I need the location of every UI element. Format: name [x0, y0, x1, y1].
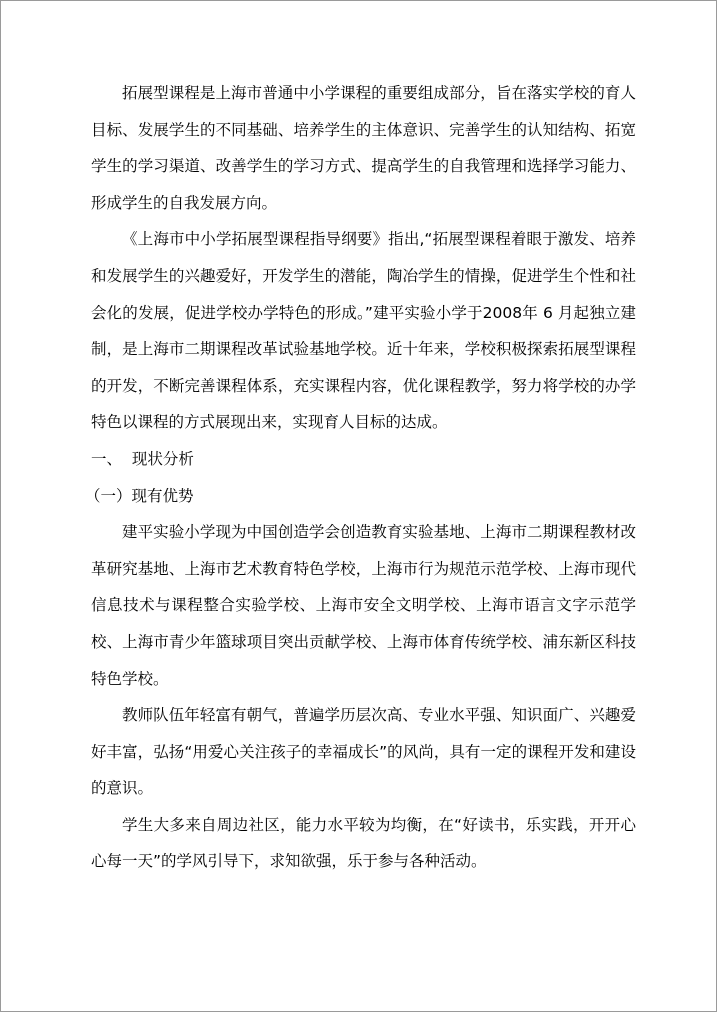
subsection-heading-advantages: （一）现有优势 [85, 486, 194, 505]
paragraph-school-honors: 建平实验小学现为中国创造学会创造教育实验基地、上海市二期课程教材改革研究基地、上海市艺术教育特色学校，上海市行为规范示范学校、上海市现代信息技术与课程整合实验学校、上海市安全文明学校、上海市语言文字示范学校、上海市青少年篮球项目突出贡献学校、上海市体育传统学校、浦东新区科技特色学校。 [91, 523, 636, 688]
paragraph-guideline: 《上海市中小学拓展型课程指导纲要》指出,“拓展型课程着眼于激发、培养和发展学生的兴趣爱好，开发学生的潜能，陶冶学生的情操，促进学生个性和社会化的发展，促进学校办学特色的形成。”建平实验小学于2008年 6 月起独立建制，是上海市二期课程改革试验基地学校。近十年来，学校积极探索拓展型课程的开发，不断完善课程体系，充实课程内容，优化课程教学，努力将学校的办学特色以课程的方式展现出来，实现育人目标的达成。 [91, 230, 636, 432]
paragraph-students: 学生大多来自周边社区，能力水平较为均衡，在“好读书，乐实践，开开心心每一天”的学风引导下，求知欲强，乐于参与各种活动。 [91, 815, 636, 871]
paragraph-teachers: 教师队伍年轻富有朝气，普遍学历层次高、专业水平强、知识面广、兴趣爱好丰富，弘扬“用爱心关注孩子的幸福成长”的风尚，具有一定的课程开发和建设的意识。 [91, 706, 636, 798]
paragraph-intro: 拓展型课程是上海市普通中小学课程的重要组成部分，旨在落实学校的育人目标、发展学生的不同基础、培养学生的主体意识、完善学生的认知结构、拓宽学生的学习渠道、改善学生的学习方式、提高学生的自我管理和选择学习能力、形成学生的自我发展方向。 [91, 84, 636, 212]
document-body [85, 75, 636, 880]
section-heading-status-analysis: 一、 现状分析 [91, 449, 194, 468]
